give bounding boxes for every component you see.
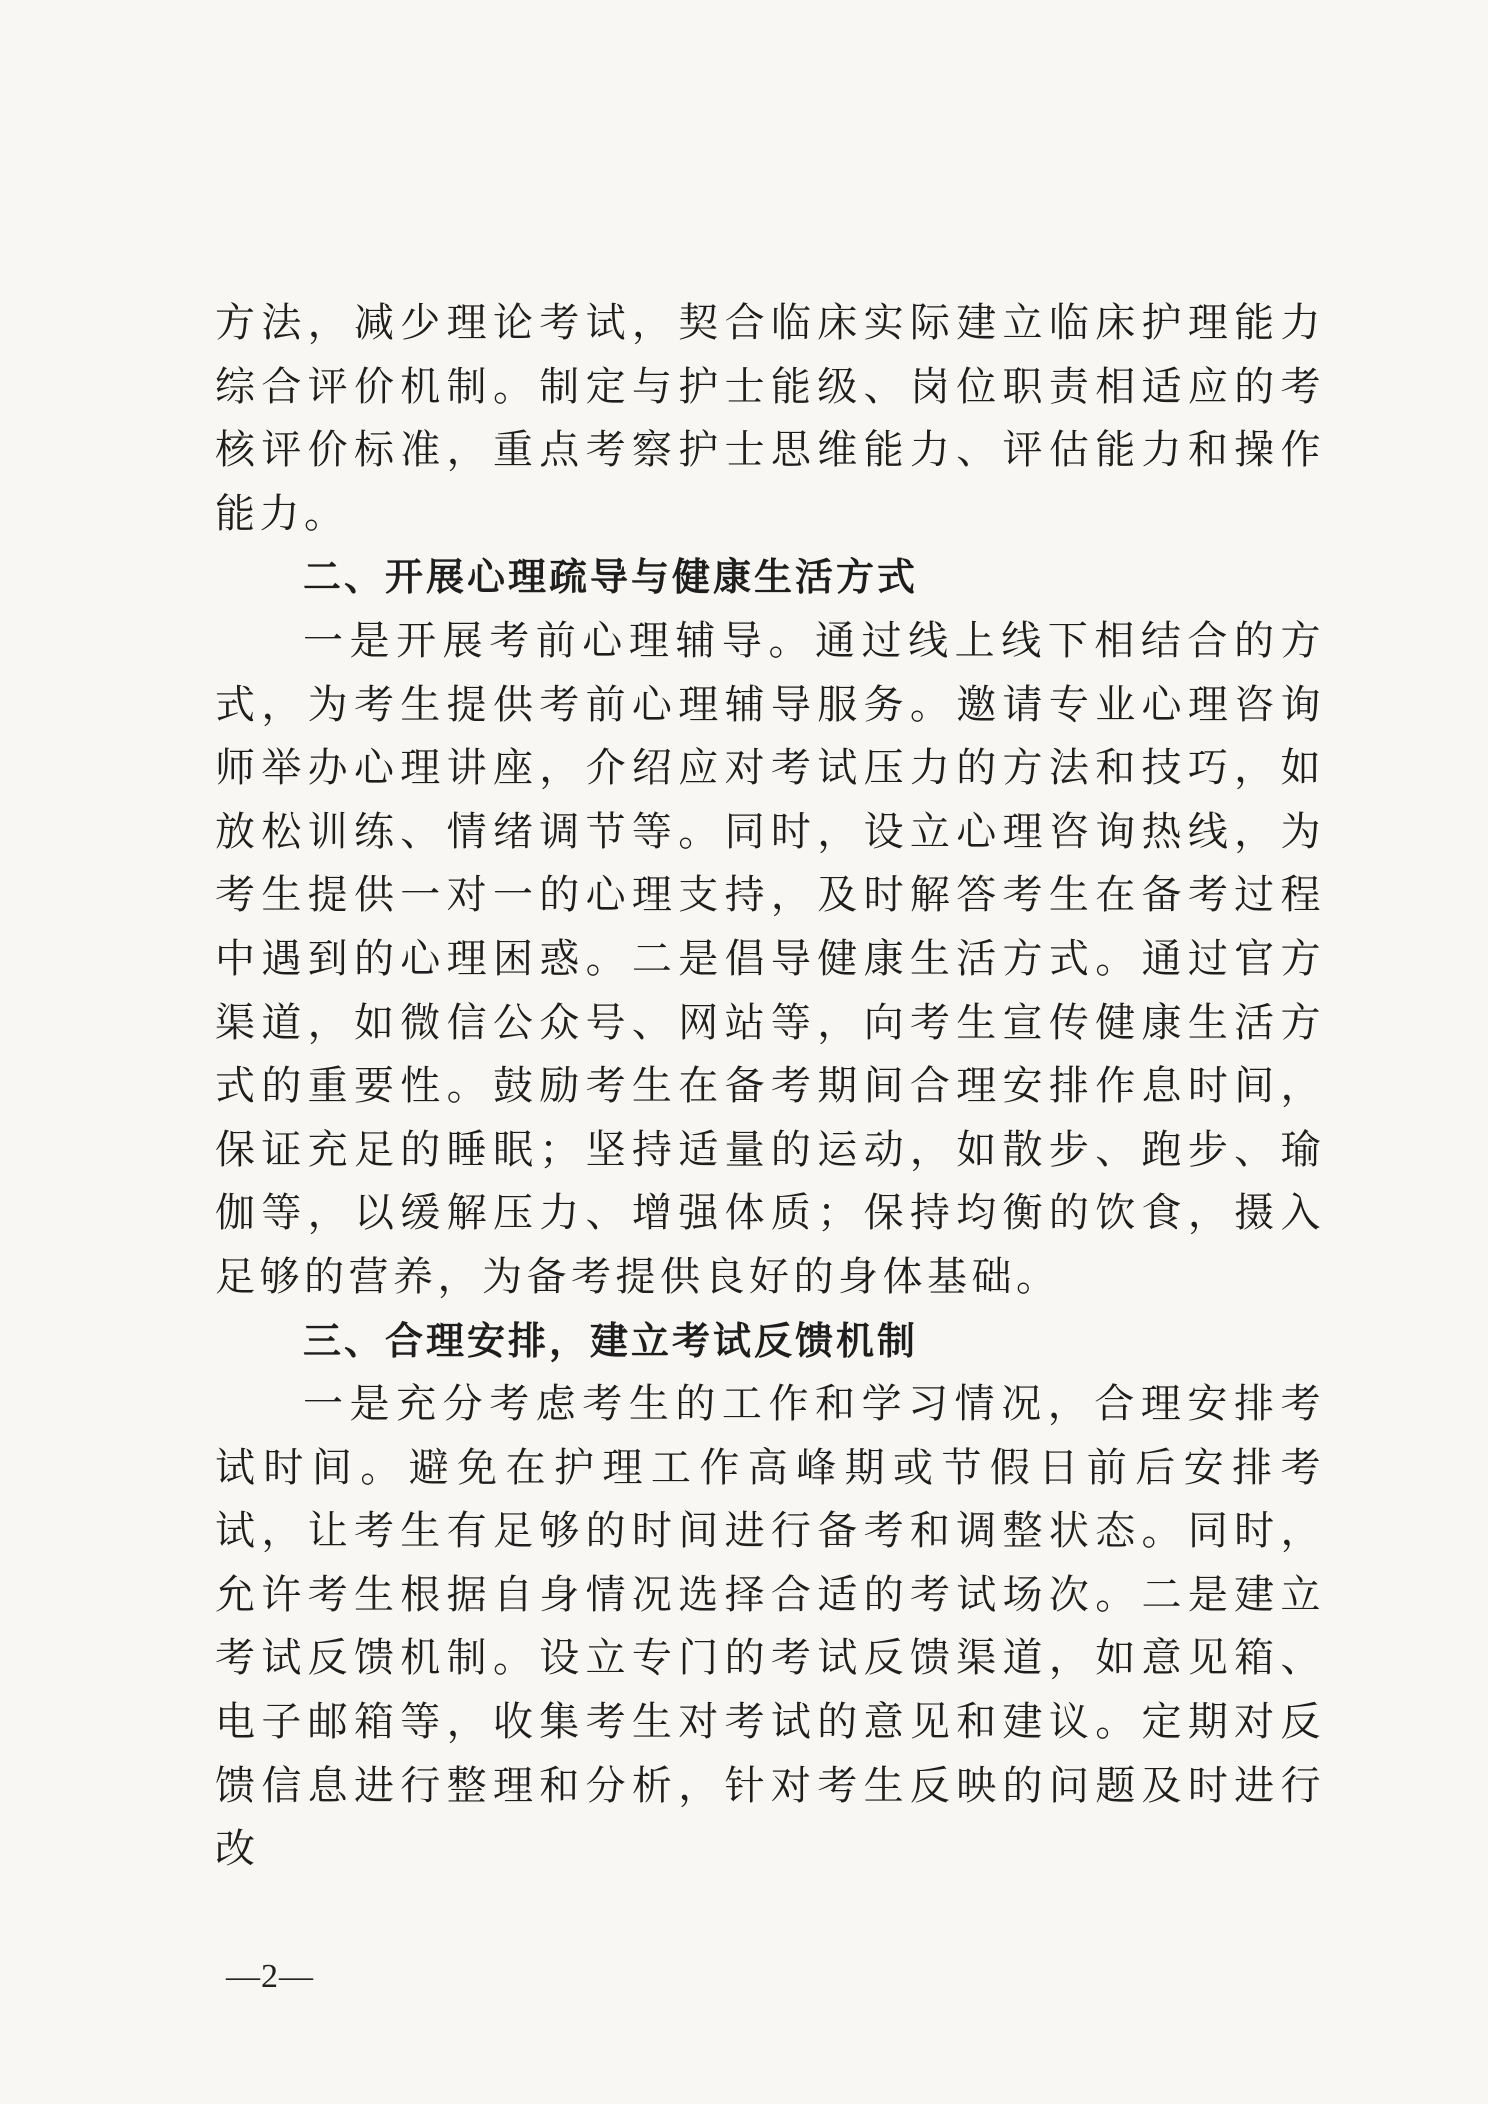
document-body: [215, 292, 1325, 1882]
section-heading-2: 二、开展心理疏导与健康生活方式: [303, 555, 919, 600]
section-heading-3: 三、合理安排，建立考试反馈机制: [303, 1318, 919, 1363]
paragraph-continuation: 方法，减少理论考试，契合临床实际建立临床护理能力综合评价机制。制定与护士能级、岗位职责相适应的考核评价标准，重点考察护士思维能力、评估能力和操作能力。: [215, 300, 1325, 537]
page-number: —2—: [226, 1958, 314, 1995]
paragraph-exam-feedback: 一是充分考虑考生的工作和学习情况，合理安排考试时间。避免在护理工作高峰期或节假日前后安排考试，让考生有足够的时间进行备考和调整状态。同时，允许考生根据自身情况选择合适的考试场次。二是建立考试反馈机制。设立专门的考试反馈渠道，如意见箱、电子邮箱等，收集考生对考试的意见和建议。定期对反馈信息进行整理和分析，针对考生反映的问题及时进行改: [215, 1381, 1325, 1873]
paragraph-psychological-guidance: 一是开展考前心理辅导。通过线上线下相结合的方式，为考生提供考前心理辅导服务。邀请专业心理咨询师举办心理讲座，介绍应对考试压力的方法和技巧，如放松训练、情绪调节等。同时，设立心理咨询热线，为考生提供一对一的心理支持，及时解答考生在备考过程中遇到的心理困惑。二是倡导健康生活方式。通过官方渠道，如微信公众号、网站等，向考生宣传健康生活方式的重要性。鼓励考生在备考期间合理安排作息时间，保证充足的睡眠；坚持适量的运动，如散步、跑步、瑜伽等，以缓解压力、增强体质；保持均衡的饮食，摄入足够的营养，为备考提供良好的身体基础。: [215, 617, 1325, 1300]
